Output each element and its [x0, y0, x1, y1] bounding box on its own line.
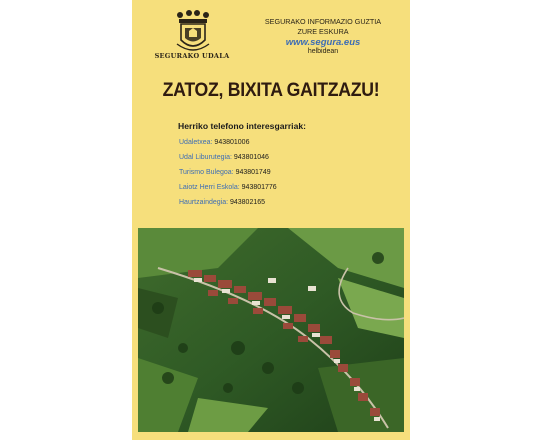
- header-line-3: helbidean: [307, 48, 339, 55]
- phone-number: 943801046: [233, 154, 269, 161]
- phone-number: 943801776: [241, 184, 277, 191]
- coat-of-arms-logo: [172, 10, 214, 54]
- phones-title: Herriko telefono interesgarriak:: [178, 121, 306, 131]
- aerial-town-photo: [138, 228, 404, 432]
- headline: ZATOZ, BIXITA GAITZAZU!: [162, 80, 380, 101]
- phone-label: Udal Liburutegia:: [179, 154, 232, 161]
- phone-item: [179, 139, 249, 146]
- phone-item: [179, 169, 271, 176]
- phone-item: [179, 184, 277, 191]
- poster: [132, 0, 410, 440]
- header-line-2: ZURE ESKURA: [297, 27, 349, 36]
- logo-text: SEGURAKO UDALA: [154, 52, 230, 60]
- phone-label: Turismo Bulegoa:: [179, 169, 234, 176]
- phone-number: 943801749: [235, 169, 271, 176]
- phone-label: Laiotz Herri Eskola:: [179, 184, 240, 191]
- phone-label: Udaletxea:: [179, 139, 213, 146]
- phone-label: Haurtzaindegia:: [179, 199, 229, 206]
- header-line-1: SEGURAKO INFORMAZIO GUZTIA: [264, 17, 382, 26]
- website-link[interactable]: www.segura.eus: [285, 37, 361, 48]
- phone-item: [179, 154, 269, 161]
- phone-number: 943801006: [214, 139, 250, 146]
- phone-number: 943802165: [229, 199, 266, 206]
- phone-item: [179, 199, 265, 206]
